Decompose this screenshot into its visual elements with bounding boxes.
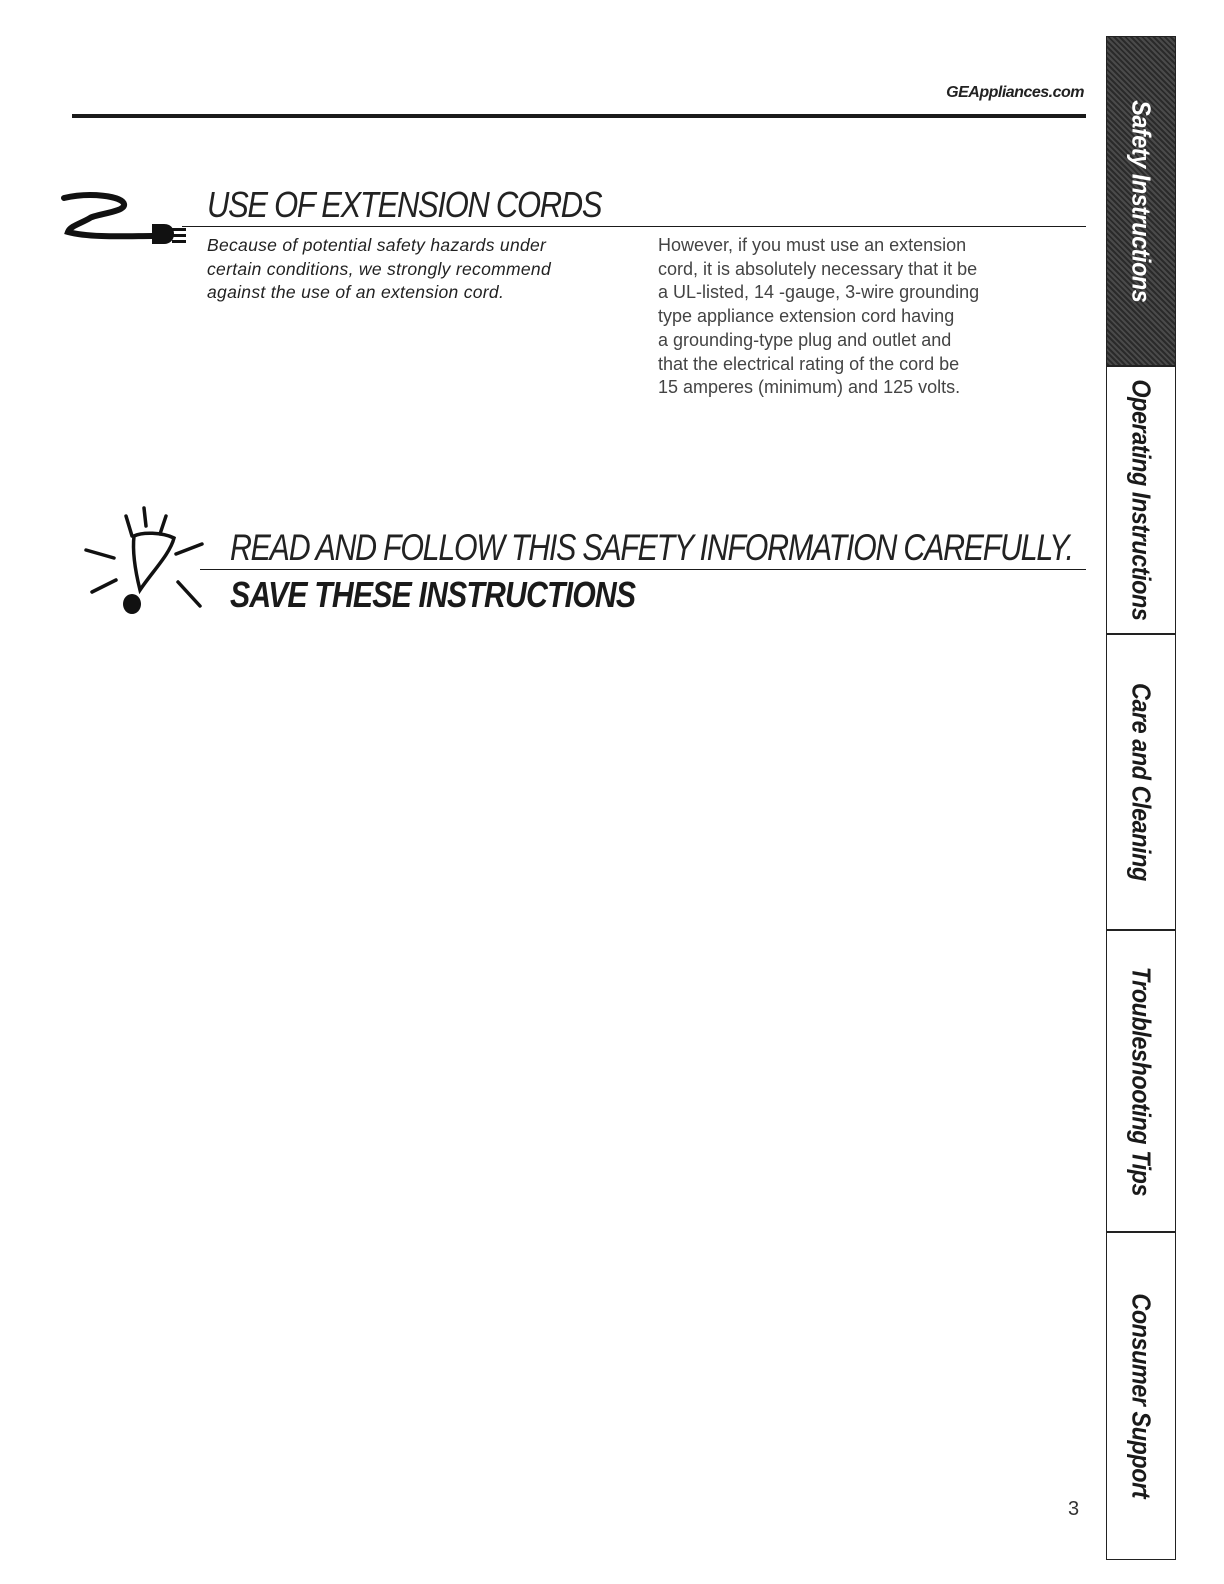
text-line: a grounding-type plug and outlet and <box>658 329 952 350</box>
extension-cords-warning-text <box>207 234 627 305</box>
extension-cords-requirements-text <box>658 234 1058 400</box>
text-line: 15 amperes (minimum) and 125 volts. <box>658 377 961 398</box>
site-url[interactable]: GEAppliances.com <box>946 84 1084 101</box>
tab-label: Operating Instructions <box>1126 379 1157 621</box>
tab-care-and-cleaning[interactable] <box>1106 634 1176 930</box>
safety-warning-rule <box>200 569 1086 570</box>
page-number: 3 <box>1068 1498 1080 1520</box>
text-line: that the electrical rating of the cord be <box>658 353 960 374</box>
extension-cords-title: USE OF EXTENSION CORDS <box>207 184 602 225</box>
extension-cord-icon <box>60 190 190 250</box>
tab-operating-instructions[interactable] <box>1106 366 1176 634</box>
text-line: certain conditions, we strongly recommend <box>207 258 551 279</box>
top-rule <box>72 114 1086 118</box>
text-line: cord, it is absolutely necessary that it be <box>658 258 978 279</box>
tab-consumer-support[interactable] <box>1106 1232 1176 1560</box>
warning-exclamation-icon <box>82 506 212 622</box>
tab-label: Care and Cleaning <box>1126 683 1157 881</box>
text-line: Because of potential safety hazards under <box>207 235 547 255</box>
save-instructions-title: SAVE THESE INSTRUCTIONS <box>230 574 636 615</box>
tab-label: Safety Instructions <box>1126 99 1157 303</box>
tab-troubleshooting-tips[interactable] <box>1106 930 1176 1232</box>
text-line: However, if you must use an extension <box>658 235 967 255</box>
tab-label: Troubleshooting Tips <box>1126 966 1157 1196</box>
text-line: a UL-listed, 14 -gauge, 3-wire grounding <box>658 282 980 303</box>
safety-warning-title: READ AND FOLLOW THIS SAFETY INFORMATION CAREFULLY. <box>230 527 1073 568</box>
text-line: against the use of an extension cord. <box>207 282 505 302</box>
text-line: type appliance extension cord having <box>658 306 955 327</box>
tab-label: Consumer Support <box>1126 1293 1157 1499</box>
tab-safety-instructions[interactable] <box>1106 36 1176 366</box>
section-tabs <box>1106 36 1178 1560</box>
extension-cords-rule <box>182 226 1086 227</box>
